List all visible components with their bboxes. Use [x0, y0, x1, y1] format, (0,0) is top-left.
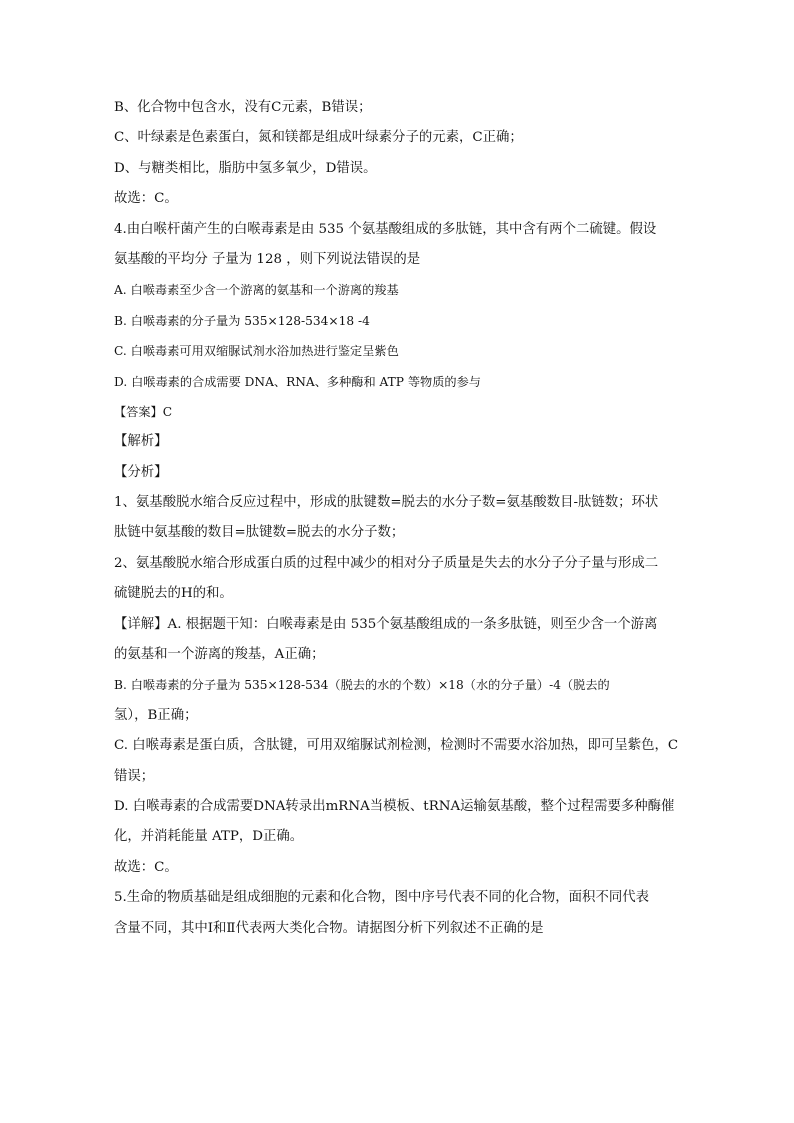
detail-line: B. 白喉毒素的分子量为 535×128-534（脱去的水的个数）×18（水的分子量）-4（脱去的: [114, 678, 610, 693]
option-c: C. 白喉毒素可用双缩脲试剂水浴加热进行鉴定呈紫色: [114, 344, 399, 359]
detail-line: 的氨基和一个游离的羧基，A正确；: [114, 647, 325, 663]
text-line: 肽链中氨基酸的数目=肽键数=脱去的水分子数；: [114, 525, 405, 541]
text-line: C、叶绿素是色素蛋白，氮和镁都是组成叶绿素分子的元素，C正确；: [114, 130, 523, 146]
text-line: B、化合物中包含水，没有C元素，B错误；: [114, 100, 372, 115]
option-b: B. 白喉毒素的分子量为 535×128-534×18 -4: [114, 313, 370, 328]
detail-line: 氢），B正确；: [114, 707, 198, 723]
detail-line: 化，并消耗能量 ATP，D正确。: [114, 829, 304, 845]
text-line: 故选：C。: [114, 191, 178, 207]
detail-line: 错误；: [114, 768, 155, 784]
detail-line: C. 白喉毒素是蛋白质，含肽键，可用双缩脲试剂检测，检测时不需要水浴加热，即可呈紫色，C: [114, 738, 679, 754]
question-5-stem: 5.生命的物质基础是组成细胞的元素和化合物，图中序号代表不同的化合物，面积不同代表: [114, 890, 650, 906]
text-line: 1、氨基酸脱水缩合反应过程中，形成的肽键数=脱去的水分子数=氨基酸数目-肽链数；环状: [114, 495, 659, 511]
analysis-subheading: 【分析】: [114, 464, 168, 480]
analysis-heading: 【解析】: [114, 434, 168, 450]
text-line: 2、氨基酸脱水缩合形成蛋白质的过程中减少的相对分子质量是失去的水分子分子量与形成二: [114, 555, 659, 571]
text-line: D、与糖类相比，脂肪中氢多氧少，D错误。: [114, 160, 377, 176]
detail-line: 【详解】A. 根据题干知：白喉毒素是由 535个氨基酸组成的一条多肽链，则至少含一个游离: [114, 616, 658, 632]
question-5-stem: 含量不同，其中Ⅰ和Ⅱ代表两大类化合物。请据图分析下列叙述不正确的是: [114, 920, 544, 936]
question-4-stem: 氨基酸的平均分 子量为 128 ，则下列说法错误的是: [114, 251, 421, 267]
answer-label: 【答案】C: [114, 404, 173, 419]
document-page: [114, 93, 686, 944]
option-a: A. 白喉毒素至少含一个游离的氨基和一个游离的羧基: [114, 283, 399, 298]
text-line: 硫键脱去的H的和。: [114, 586, 233, 602]
option-d: D. 白喉毒素的合成需要 DNA、RNA、多种酶和 ATP 等物质的参与: [114, 374, 481, 389]
text-line: 故选：C。: [114, 859, 178, 875]
detail-line: D. 白喉毒素的合成需要DNA转录出mRNA当模板、tRNA运输氨基酸，整个过程需要多种酶催: [114, 798, 675, 814]
question-4-stem: 4.由白喉杆菌产生的白喉毒素是由 535 个氨基酸组成的多肽链，其中含有两个二硫键。假设: [114, 221, 657, 237]
